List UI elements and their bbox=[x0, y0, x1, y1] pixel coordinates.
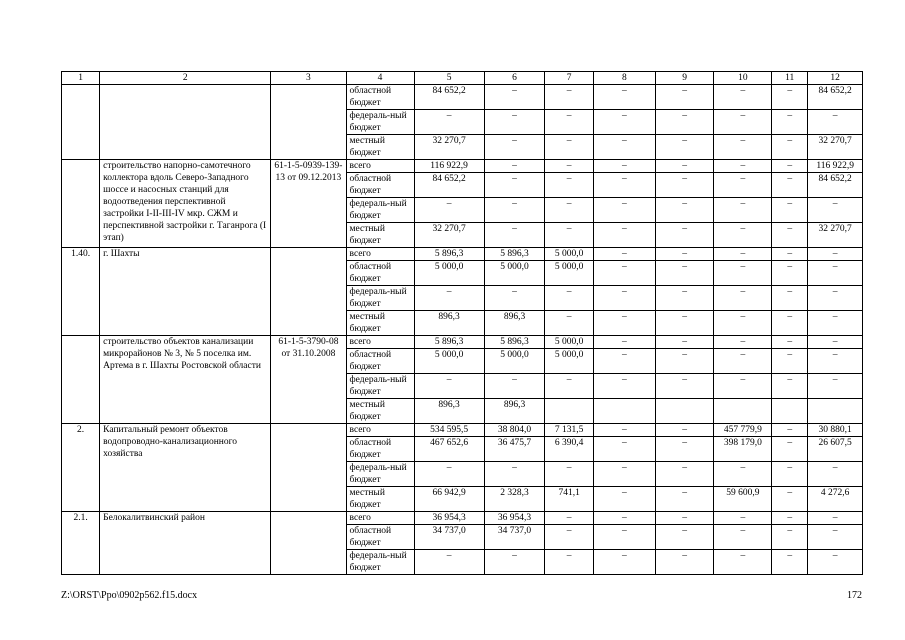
object-code bbox=[271, 512, 346, 575]
value-cell: – bbox=[772, 424, 808, 437]
budget-table bbox=[61, 71, 863, 575]
funding-type: федераль-ный бюджет bbox=[346, 110, 414, 135]
value-cell: 84 652,2 bbox=[414, 85, 484, 110]
object-code bbox=[271, 85, 346, 160]
value-cell: – bbox=[484, 223, 545, 248]
value-cell: 2 328,3 bbox=[484, 487, 545, 512]
value-cell: – bbox=[593, 135, 655, 160]
funding-type: федераль-ный бюджет bbox=[346, 198, 414, 223]
value-cell: – bbox=[655, 336, 714, 349]
value-cell: – bbox=[772, 248, 808, 261]
object-name: г. Шахты bbox=[100, 248, 271, 336]
value-cell: – bbox=[714, 85, 772, 110]
value-cell: – bbox=[714, 261, 772, 286]
value-cell: – bbox=[772, 160, 808, 173]
value-cell: 5 000,0 bbox=[545, 248, 593, 261]
value-cell: – bbox=[414, 462, 484, 487]
value-cell bbox=[808, 399, 863, 424]
value-cell: – bbox=[808, 462, 863, 487]
funding-type: федераль-ный бюджет bbox=[346, 286, 414, 311]
value-cell: 741,1 bbox=[545, 487, 593, 512]
funding-type: федераль-ный бюджет bbox=[346, 374, 414, 399]
value-cell: 36 954,3 bbox=[484, 512, 545, 525]
value-cell bbox=[545, 399, 593, 424]
value-cell: – bbox=[808, 512, 863, 525]
value-cell: – bbox=[772, 198, 808, 223]
value-cell: 5 000,0 bbox=[545, 349, 593, 374]
funding-type: всего bbox=[346, 424, 414, 437]
value-cell: – bbox=[714, 374, 772, 399]
value-cell: – bbox=[714, 173, 772, 198]
funding-type: федераль-ный бюджет bbox=[346, 550, 414, 575]
value-cell: – bbox=[545, 173, 593, 198]
column-header: 6 bbox=[484, 72, 545, 85]
value-cell: – bbox=[808, 110, 863, 135]
funding-type: областной бюджет bbox=[346, 261, 414, 286]
value-cell: – bbox=[772, 135, 808, 160]
column-header: 1 bbox=[62, 72, 100, 85]
value-cell: – bbox=[545, 223, 593, 248]
value-cell: – bbox=[655, 135, 714, 160]
column-header: 12 bbox=[808, 72, 863, 85]
value-cell: – bbox=[772, 525, 808, 550]
value-cell: – bbox=[414, 550, 484, 575]
value-cell: – bbox=[772, 349, 808, 374]
value-cell: 36 475,7 bbox=[484, 437, 545, 462]
value-cell: – bbox=[484, 198, 545, 223]
value-cell: – bbox=[772, 437, 808, 462]
value-cell: – bbox=[808, 286, 863, 311]
value-cell: – bbox=[772, 85, 808, 110]
value-cell: 5 000,0 bbox=[414, 349, 484, 374]
column-header: 11 bbox=[772, 72, 808, 85]
value-cell: 84 652,2 bbox=[414, 173, 484, 198]
value-cell: – bbox=[808, 311, 863, 336]
table-row bbox=[62, 248, 863, 261]
value-cell: – bbox=[655, 261, 714, 286]
value-cell: – bbox=[484, 110, 545, 135]
value-cell: – bbox=[545, 286, 593, 311]
value-cell: – bbox=[808, 349, 863, 374]
value-cell: – bbox=[772, 487, 808, 512]
row-number bbox=[62, 336, 100, 424]
value-cell: – bbox=[593, 374, 655, 399]
value-cell: – bbox=[772, 261, 808, 286]
value-cell bbox=[655, 399, 714, 424]
value-cell: 896,3 bbox=[414, 311, 484, 336]
value-cell: 5 000,0 bbox=[484, 349, 545, 374]
value-cell: – bbox=[593, 550, 655, 575]
value-cell: – bbox=[545, 85, 593, 110]
value-cell: 32 270,7 bbox=[414, 135, 484, 160]
value-cell: 7 131,5 bbox=[545, 424, 593, 437]
value-cell: – bbox=[593, 437, 655, 462]
value-cell bbox=[593, 399, 655, 424]
value-cell: – bbox=[655, 374, 714, 399]
value-cell: – bbox=[484, 160, 545, 173]
value-cell: – bbox=[545, 198, 593, 223]
value-cell: – bbox=[593, 336, 655, 349]
funding-type: всего bbox=[346, 512, 414, 525]
column-header: 9 bbox=[655, 72, 714, 85]
value-cell: 84 652,2 bbox=[808, 85, 863, 110]
value-cell: – bbox=[593, 198, 655, 223]
object-name: строительство напорно-самотечного коллектора вдоль Северо-Западного шоссе и насосных станций для водоотведения перспективной застройки I-II-III-IV мкр. СЖМ и перспективной застройки г. Таганрога (I этап) bbox=[100, 160, 271, 248]
value-cell: – bbox=[414, 286, 484, 311]
table-row bbox=[62, 85, 863, 110]
value-cell: – bbox=[655, 462, 714, 487]
value-cell: – bbox=[772, 462, 808, 487]
column-header: 3 bbox=[271, 72, 346, 85]
value-cell: – bbox=[655, 160, 714, 173]
column-header: 4 bbox=[346, 72, 414, 85]
column-header: 10 bbox=[714, 72, 772, 85]
value-cell: – bbox=[808, 248, 863, 261]
value-cell: – bbox=[593, 248, 655, 261]
funding-type: местный бюджет bbox=[346, 311, 414, 336]
object-name: строительство объектов канализации микрорайонов № 3, № 5 поселка им. Артема в г. Шахты Ростовской области bbox=[100, 336, 271, 424]
value-cell: – bbox=[714, 349, 772, 374]
row-number bbox=[62, 85, 100, 160]
object-name bbox=[100, 85, 271, 160]
value-cell: 32 270,7 bbox=[808, 223, 863, 248]
value-cell: – bbox=[593, 462, 655, 487]
value-cell: 896,3 bbox=[484, 399, 545, 424]
column-header: 8 bbox=[593, 72, 655, 85]
funding-type: областной бюджет bbox=[346, 437, 414, 462]
value-cell: – bbox=[714, 160, 772, 173]
value-cell: 34 737,0 bbox=[484, 525, 545, 550]
funding-type: областной бюджет bbox=[346, 85, 414, 110]
funding-type: местный бюджет bbox=[346, 135, 414, 160]
funding-type: местный бюджет bbox=[346, 223, 414, 248]
row-number: 2. bbox=[62, 424, 100, 512]
value-cell: 5 000,0 bbox=[545, 261, 593, 286]
object-code: 61-1-5-0939-139-13 от 09.12.2013 bbox=[271, 160, 346, 248]
column-header: 7 bbox=[545, 72, 593, 85]
value-cell: – bbox=[655, 286, 714, 311]
value-cell: – bbox=[593, 487, 655, 512]
value-cell: 6 390,4 bbox=[545, 437, 593, 462]
value-cell: – bbox=[714, 110, 772, 135]
funding-type: всего bbox=[346, 336, 414, 349]
value-cell: – bbox=[545, 550, 593, 575]
value-cell: 32 270,7 bbox=[414, 223, 484, 248]
value-cell: – bbox=[545, 160, 593, 173]
value-cell: 398 179,0 bbox=[714, 437, 772, 462]
value-cell: – bbox=[484, 85, 545, 110]
value-cell: – bbox=[545, 462, 593, 487]
object-code bbox=[271, 424, 346, 512]
value-cell: – bbox=[772, 173, 808, 198]
value-cell: 896,3 bbox=[484, 311, 545, 336]
value-cell: – bbox=[772, 223, 808, 248]
value-cell: – bbox=[808, 525, 863, 550]
value-cell: 26 607,5 bbox=[808, 437, 863, 462]
funding-type: всего bbox=[346, 160, 414, 173]
value-cell: – bbox=[772, 286, 808, 311]
value-cell: – bbox=[655, 311, 714, 336]
value-cell: 534 595,5 bbox=[414, 424, 484, 437]
value-cell: – bbox=[545, 135, 593, 160]
value-cell bbox=[772, 399, 808, 424]
row-number: 1.40. bbox=[62, 248, 100, 336]
value-cell: – bbox=[808, 374, 863, 399]
funding-type: областной бюджет bbox=[346, 525, 414, 550]
table-row bbox=[62, 424, 863, 437]
column-header: 5 bbox=[414, 72, 484, 85]
value-cell: 5 896,3 bbox=[484, 336, 545, 349]
value-cell: – bbox=[545, 525, 593, 550]
value-cell: – bbox=[545, 374, 593, 399]
funding-type: местный бюджет bbox=[346, 399, 414, 424]
value-cell: 38 804,0 bbox=[484, 424, 545, 437]
value-cell: 5 000,0 bbox=[484, 261, 545, 286]
row-number bbox=[62, 160, 100, 248]
value-cell: 34 737,0 bbox=[414, 525, 484, 550]
table-row bbox=[62, 336, 863, 349]
value-cell: – bbox=[714, 286, 772, 311]
value-cell: 5 896,3 bbox=[414, 336, 484, 349]
value-cell: – bbox=[714, 462, 772, 487]
object-name: Белокалитвинский район bbox=[100, 512, 271, 575]
value-cell: – bbox=[593, 160, 655, 173]
value-cell: – bbox=[655, 223, 714, 248]
value-cell: – bbox=[772, 336, 808, 349]
value-cell: – bbox=[655, 349, 714, 374]
value-cell: – bbox=[808, 550, 863, 575]
file-path: Z:\ORST\Ppo\0902p562.f15.docx bbox=[61, 590, 198, 601]
table-row bbox=[62, 512, 863, 525]
value-cell: – bbox=[808, 198, 863, 223]
object-name: Капитальный ремонт объектов водопроводно-канализационного хозяйства bbox=[100, 424, 271, 512]
value-cell: – bbox=[545, 311, 593, 336]
value-cell: 116 922,9 bbox=[414, 160, 484, 173]
value-cell: – bbox=[484, 374, 545, 399]
value-cell: 59 600,9 bbox=[714, 487, 772, 512]
funding-type: областной бюджет bbox=[346, 349, 414, 374]
value-cell: – bbox=[484, 462, 545, 487]
value-cell: – bbox=[714, 525, 772, 550]
value-cell: – bbox=[545, 110, 593, 135]
value-cell: 896,3 bbox=[414, 399, 484, 424]
value-cell: – bbox=[772, 311, 808, 336]
value-cell: – bbox=[593, 110, 655, 135]
value-cell: 32 270,7 bbox=[808, 135, 863, 160]
value-cell: – bbox=[484, 550, 545, 575]
object-code: 61-1-5-3790-08 от 31.10.2008 bbox=[271, 336, 346, 424]
value-cell: – bbox=[714, 512, 772, 525]
value-cell: – bbox=[655, 525, 714, 550]
value-cell: – bbox=[593, 512, 655, 525]
value-cell: – bbox=[593, 424, 655, 437]
value-cell: – bbox=[414, 198, 484, 223]
value-cell: – bbox=[593, 261, 655, 286]
value-cell: – bbox=[714, 550, 772, 575]
value-cell: – bbox=[655, 110, 714, 135]
value-cell: – bbox=[484, 135, 545, 160]
value-cell: – bbox=[772, 550, 808, 575]
funding-type: областной бюджет bbox=[346, 173, 414, 198]
value-cell: – bbox=[593, 85, 655, 110]
value-cell: 36 954,3 bbox=[414, 512, 484, 525]
row-number: 2.1. bbox=[62, 512, 100, 575]
value-cell: 467 652,6 bbox=[414, 437, 484, 462]
funding-type: местный бюджет bbox=[346, 487, 414, 512]
value-cell: – bbox=[714, 198, 772, 223]
value-cell: – bbox=[655, 424, 714, 437]
value-cell: 84 652,2 bbox=[808, 173, 863, 198]
value-cell: 5 896,3 bbox=[414, 248, 484, 261]
value-cell: 457 779,9 bbox=[714, 424, 772, 437]
value-cell: – bbox=[655, 173, 714, 198]
value-cell: – bbox=[655, 248, 714, 261]
funding-type: всего bbox=[346, 248, 414, 261]
value-cell: 30 880,1 bbox=[808, 424, 863, 437]
value-cell: – bbox=[714, 336, 772, 349]
table-row bbox=[62, 160, 863, 173]
value-cell: – bbox=[772, 374, 808, 399]
value-cell: – bbox=[808, 261, 863, 286]
header-row bbox=[62, 72, 863, 85]
value-cell: – bbox=[484, 173, 545, 198]
value-cell: – bbox=[484, 286, 545, 311]
value-cell: – bbox=[772, 110, 808, 135]
page-number: 172 bbox=[847, 590, 862, 601]
value-cell: – bbox=[593, 525, 655, 550]
value-cell: – bbox=[655, 487, 714, 512]
column-header: 2 bbox=[100, 72, 271, 85]
value-cell: – bbox=[655, 550, 714, 575]
value-cell: – bbox=[772, 512, 808, 525]
value-cell: – bbox=[655, 198, 714, 223]
value-cell: – bbox=[655, 85, 714, 110]
funding-type: федераль-ный бюджет bbox=[346, 462, 414, 487]
value-cell: – bbox=[655, 437, 714, 462]
value-cell: – bbox=[593, 311, 655, 336]
value-cell bbox=[714, 399, 772, 424]
value-cell: – bbox=[545, 512, 593, 525]
value-cell: 4 272,6 bbox=[808, 487, 863, 512]
value-cell: – bbox=[593, 223, 655, 248]
value-cell: 5 000,0 bbox=[414, 261, 484, 286]
value-cell: – bbox=[714, 248, 772, 261]
value-cell: 5 896,3 bbox=[484, 248, 545, 261]
value-cell: – bbox=[808, 336, 863, 349]
value-cell: – bbox=[714, 135, 772, 160]
value-cell: – bbox=[414, 374, 484, 399]
value-cell: – bbox=[593, 349, 655, 374]
value-cell: – bbox=[655, 512, 714, 525]
value-cell: – bbox=[414, 110, 484, 135]
object-code bbox=[271, 248, 346, 336]
value-cell: 5 000,0 bbox=[545, 336, 593, 349]
value-cell: – bbox=[714, 311, 772, 336]
value-cell: – bbox=[593, 286, 655, 311]
value-cell: – bbox=[714, 223, 772, 248]
value-cell: 116 922,9 bbox=[808, 160, 863, 173]
value-cell: – bbox=[593, 173, 655, 198]
value-cell: 66 942,9 bbox=[414, 487, 484, 512]
